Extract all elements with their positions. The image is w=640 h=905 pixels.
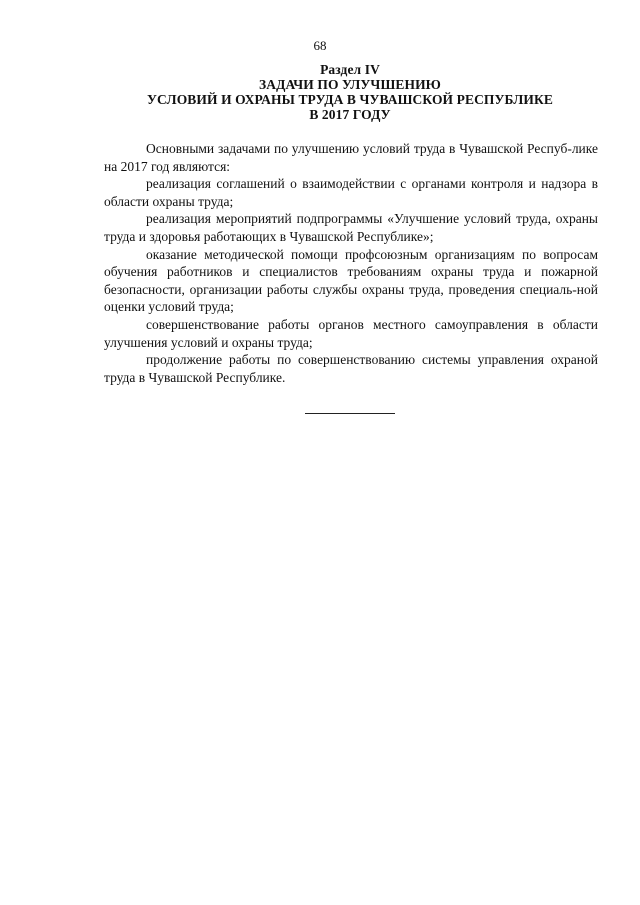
heading-line-3: В 2017 ГОДУ [309, 107, 391, 122]
heading-line-1: ЗАДАЧИ ПО УЛУЧШЕНИЮ [259, 77, 441, 92]
page-number: 68 [313, 38, 327, 53]
section-label: Раздел IV [320, 62, 380, 77]
paragraph-intro: Основными задачами по улучшению условий труда в Чувашской Респуб-лике на 2017 год являются: [104, 141, 598, 174]
paragraph-item: реализация соглашений о взаимодействии с органами контроля и надзора в области охраны труда; [104, 176, 598, 209]
paragraph-item: продолжение работы по совершенствованию системы управления охраной труда в Чувашской Республике. [104, 352, 598, 385]
end-separator-line [305, 413, 395, 414]
paragraph-item: совершенствование работы органов местного самоуправления в области улучшения условий и охраны труда; [104, 316, 598, 350]
paragraph-item: реализация мероприятий подпрограммы «Улучшение условий труда, охраны труда и здоровья работающих в Чувашской Республике»; [104, 211, 598, 244]
section-heading [60, 62, 640, 122]
paragraph-item: оказание методической помощи профсоюзным организациям по вопросам обучения работников и специалистов требованиям охраны труда и пожарной безопасности, организации работы службы охраны труда, проведения специаль-ной оценки условий труда; [104, 246, 598, 315]
heading-line-2: УСЛОВИЙ И ОХРАНЫ ТРУДА В ЧУВАШСКОЙ РЕСПУБЛИКЕ [147, 92, 553, 107]
body-text [104, 140, 598, 386]
